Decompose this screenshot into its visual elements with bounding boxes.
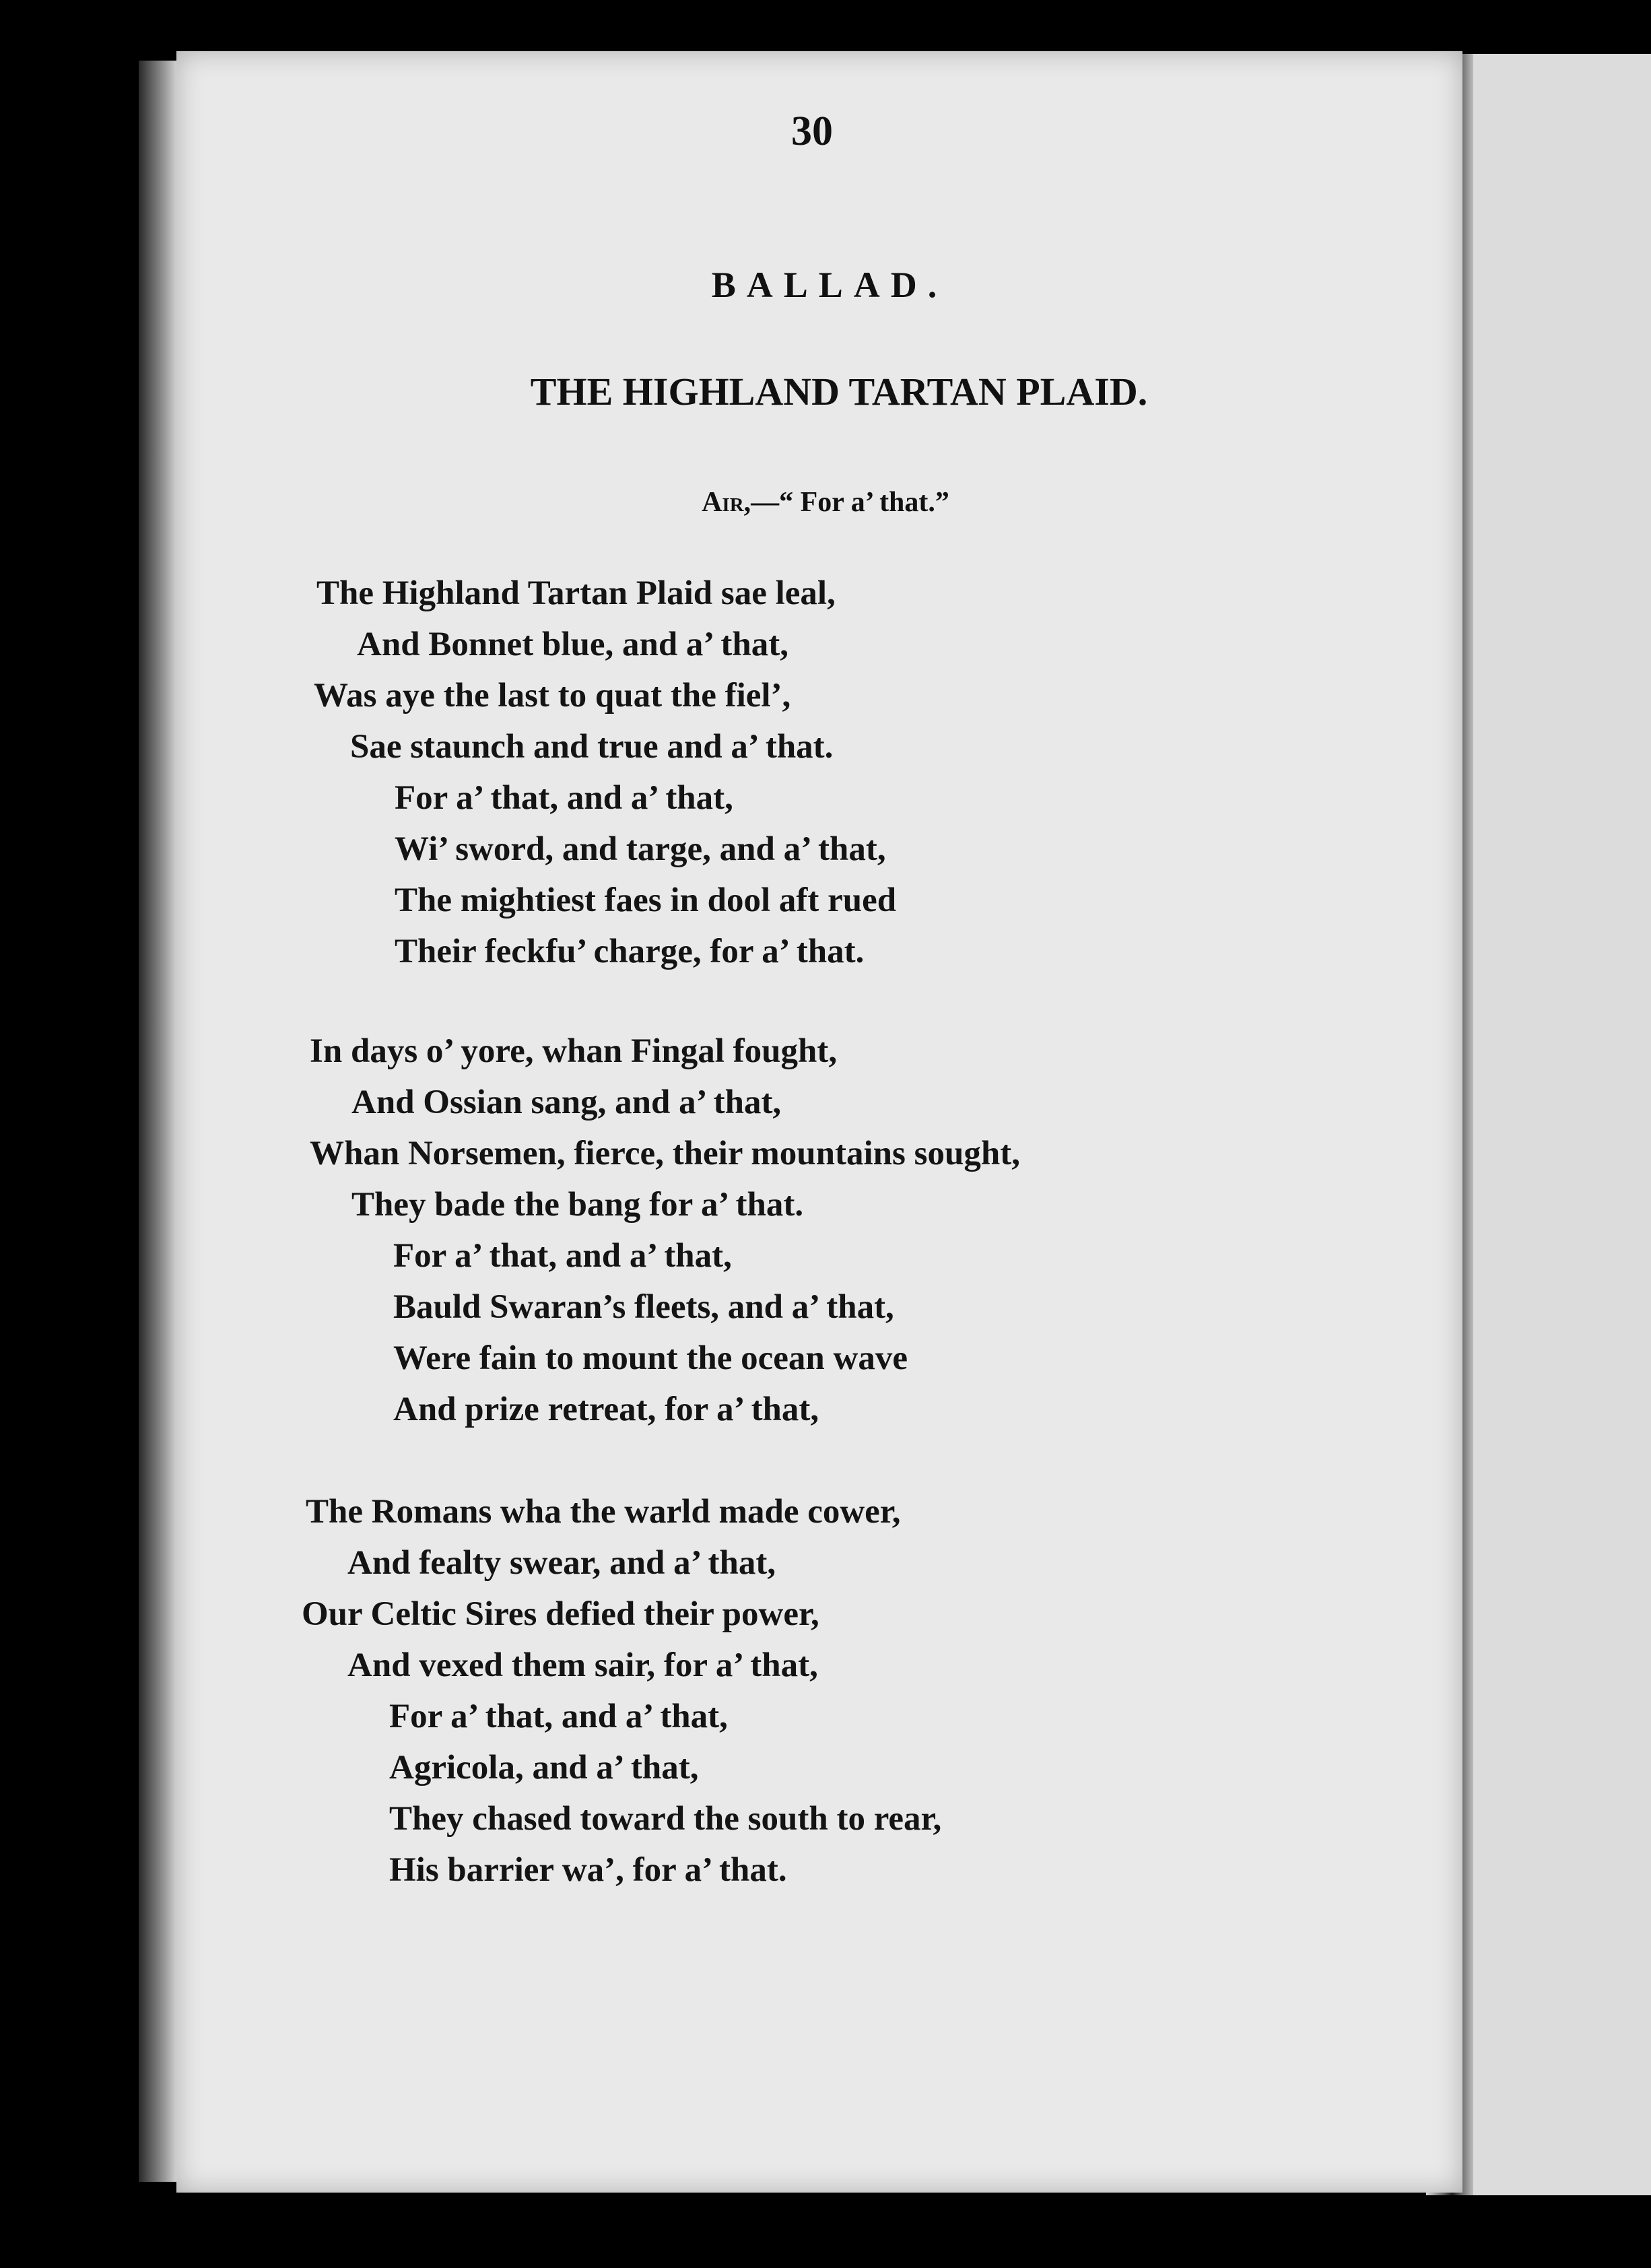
verse-line: The mightiest faes in dool aft rued	[395, 881, 897, 919]
verse-line: The Romans wha the warld made cower,	[306, 1493, 901, 1531]
tune-line	[0, 486, 1651, 519]
verse-line: And Ossian sang, and a’ that,	[351, 1083, 782, 1121]
page-number: 30	[791, 108, 833, 154]
verse-line: In days o’ yore, whan Fingal fought,	[310, 1032, 838, 1070]
verse-line: They bade the bang for a’ that.	[351, 1186, 804, 1224]
tune-label: Air,	[702, 487, 751, 518]
verse-line: For a’ that, and a’ that,	[395, 779, 733, 817]
tune-name: —“ For a’ that.”	[751, 487, 949, 518]
verse-line: And vexed them sair, for a’ that,	[347, 1646, 818, 1684]
section-heading: BALLAD.	[711, 265, 948, 305]
verse-line: They chased toward the south to rear,	[389, 1800, 942, 1838]
verse-line: Agricola, and a’ that,	[389, 1749, 699, 1787]
verse-line: The Highland Tartan Plaid sae leal,	[316, 574, 836, 612]
verse-line: Was aye the last to quat the fiel’,	[314, 677, 791, 714]
verse-line: Were fain to mount the ocean wave	[393, 1339, 908, 1377]
verse-line: For a’ that, and a’ that,	[393, 1237, 732, 1275]
verse-line: Their feckfu’ charge, for a’ that.	[395, 933, 865, 970]
verse-line: Bauld Swaran’s fleets, and a’ that,	[393, 1288, 894, 1326]
verse-line: For a’ that, and a’ that,	[389, 1698, 728, 1735]
verse-line: Sae staunch and true and a’ that.	[350, 728, 834, 766]
verse-line: Our Celtic Sires defied their power,	[302, 1595, 819, 1633]
verse-line: Wi’ sword, and targe, and a’ that,	[395, 830, 886, 868]
verse-line: Whan Norsemen, fierce, their mountains sought,	[310, 1135, 1020, 1172]
verse-line: And prize retreat, for a’ that,	[393, 1391, 819, 1428]
verse-line: And fealty swear, and a’ that,	[347, 1544, 776, 1582]
verse-line: His barrier wa’, for a’ that.	[389, 1851, 787, 1889]
verse-line: And Bonnet blue, and a’ that,	[357, 626, 788, 663]
poem-title: THE HIGHLAND TARTAN PLAID.	[530, 370, 1148, 413]
